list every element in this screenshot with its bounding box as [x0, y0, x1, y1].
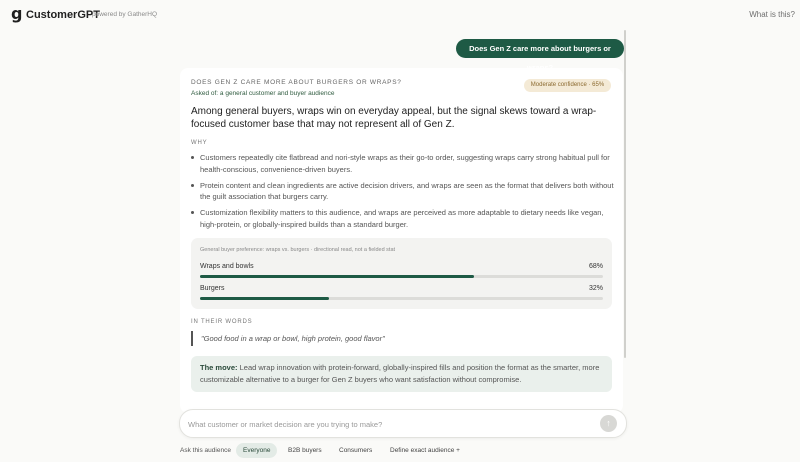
reasons-list	[191, 152, 616, 235]
bar-percent-burgers: 32%	[588, 285, 603, 292]
bar-track-burgers	[200, 297, 603, 300]
composer	[179, 409, 627, 438]
audience-chip-consumers[interactable]: Consumers	[339, 447, 373, 454]
audience-chip-b2b[interactable]: B2B buyers	[288, 447, 322, 454]
send-button[interactable]	[600, 415, 617, 432]
in-their-words-label: IN THEIR WORDS	[191, 319, 253, 325]
asked-of: Asked of: a general customer and buyer audience	[191, 90, 335, 97]
scrollbar-thumb[interactable]	[624, 30, 626, 358]
audience-label: Ask this audience	[180, 447, 231, 454]
bar-fill-wraps	[200, 275, 474, 278]
the-move-box	[191, 356, 612, 392]
audience-chip-everyone[interactable]: Everyone	[236, 443, 277, 458]
brand-name: CustomerGPT	[26, 9, 100, 21]
preference-caption: General buyer preference: wraps vs. burgers · directional read, not a fielded stat	[200, 247, 396, 253]
bar-label-burgers: Burgers	[200, 285, 225, 292]
user-message-bubble: Does Gen Z care more about burgers or	[456, 39, 624, 58]
audience-chip-define[interactable]: Define exact audience +	[390, 447, 460, 454]
customer-quote: "Good food in a wrap or bowl, high protein, good flavor"	[191, 331, 385, 346]
answer-headline: Among general buyers, wraps win on everyday appeal, but the signal skews toward a wrap-focused customer base that may not represent all of Gen Z.	[191, 106, 597, 130]
arrow-up-icon: ↑	[606, 418, 611, 428]
answer-card	[180, 68, 623, 413]
move-label: The move:	[200, 363, 238, 372]
why-label: WHY	[191, 140, 208, 146]
confidence-badge: Moderate confidence · 65%	[524, 79, 611, 92]
top-bar	[0, 0, 800, 30]
reason-item: Customers repeatedly cite flatbread and nori-style wraps as their go-to order, suggesting wraps carry strong habitual pull for health-conscious, convenience-driven buyers.	[191, 152, 616, 175]
question-input[interactable]	[188, 416, 588, 432]
bar-percent-wraps: 68%	[588, 263, 603, 270]
what-is-this-link[interactable]: What is this?	[749, 10, 795, 19]
reason-item: Customization flexibility matters to this audience, and wraps are perceived as more adaptable to dietary needs like vegan, high-protein, or globally-inspired builds than a standard burger.	[191, 207, 616, 230]
preference-panel	[191, 238, 612, 309]
logo-icon: g	[11, 4, 23, 23]
powered-by: powered by GatherHQ	[92, 11, 158, 18]
reason-item: Protein content and clean ingredients are active decision drivers, and wraps are seen as the format that delivers both without the guilt association that burgers carry.	[191, 180, 616, 203]
question-title: DOES GEN Z CARE MORE ABOUT BURGERS OR WRAPS?	[191, 79, 402, 86]
bar-track-wraps	[200, 275, 603, 278]
move-text: Lead wrap innovation with protein-forward, globally-inspired fills and position the format as the smarter, more customizable alternative to a burger for Gen Z buyers who want satisfaction without compromise.	[200, 363, 600, 384]
bar-fill-burgers	[200, 297, 329, 300]
bar-label-wraps: Wraps and bowls	[200, 263, 254, 270]
